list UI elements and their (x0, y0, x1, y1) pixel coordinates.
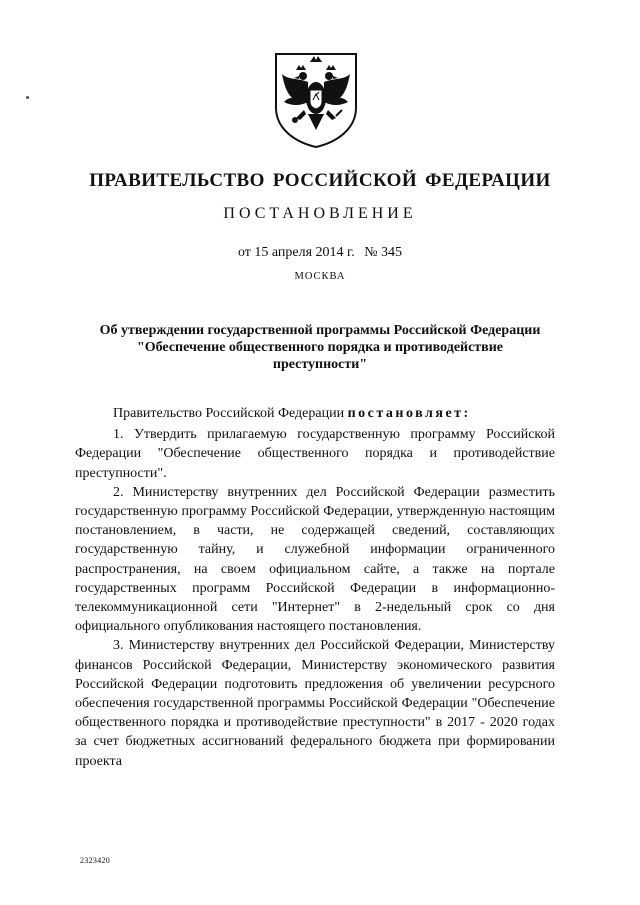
paragraph-1: 1. Утвердить прилагаемую государственную программу Российской Федерации "Обеспечение общественного порядка и противодействие преступности". (75, 427, 555, 481)
document-place: МОСКВА (294, 271, 346, 282)
document-number: № 345 (364, 245, 403, 260)
coat-of-arms-icon (270, 50, 362, 150)
document-subject (60, 322, 580, 373)
margin-dot (26, 96, 29, 99)
document-date: от 15 апреля 2014 г. (237, 245, 355, 260)
intro-paragraph (75, 404, 555, 423)
intro-action: постановляет: (347, 406, 471, 421)
document-type: ПОСТАНОВЛЕНИЕ (223, 205, 417, 222)
subject-line-1: Об утверждении государственной программы Российской Федерации (99, 323, 541, 338)
subject-line-3: преступности" (272, 357, 368, 372)
document-body (75, 404, 555, 771)
subject-line-2: "Обеспечение общественного порядка и противодействие (136, 340, 504, 355)
document-code: 2323420 (80, 856, 111, 865)
intro-prefix: Правительство Российской Федерации (113, 406, 345, 421)
government-title: ПРАВИТЕЛЬСТВО РОССИЙСКОЙ ФЕДЕРАЦИИ (89, 170, 551, 191)
paragraph-2: 2. Министерству внутренних дел Российской Федерации разместить государственную программу Российской Федерации, утвержденную настоящим постановлением, в части, не содержащей сведений, составляющих государственную тайну, и служебной информации ограниченного распространения, на своем официальном сайте, а также на портале государственных программ Российской Федерации в информационно-телекоммуникационной сети "Интернет" в 2-недельный срок со дня официального опубликования настоящего постановления. (75, 484, 555, 635)
document-date-line (0, 245, 640, 261)
paragraph-3: 3. Министерству внутренних дел Российской Федерации, Министерству финансов Российской Федерации, Министерству экономического развития Российской Федерации подготовить предложения об увеличении ресурсного обеспечения государственной программы Российской Федерации "Обеспечение общественного порядка и противодействие преступности" в 2017 - 2020 годах за счет бюджетных ассигнований федерального бюджета при формировании проекта (75, 638, 555, 769)
